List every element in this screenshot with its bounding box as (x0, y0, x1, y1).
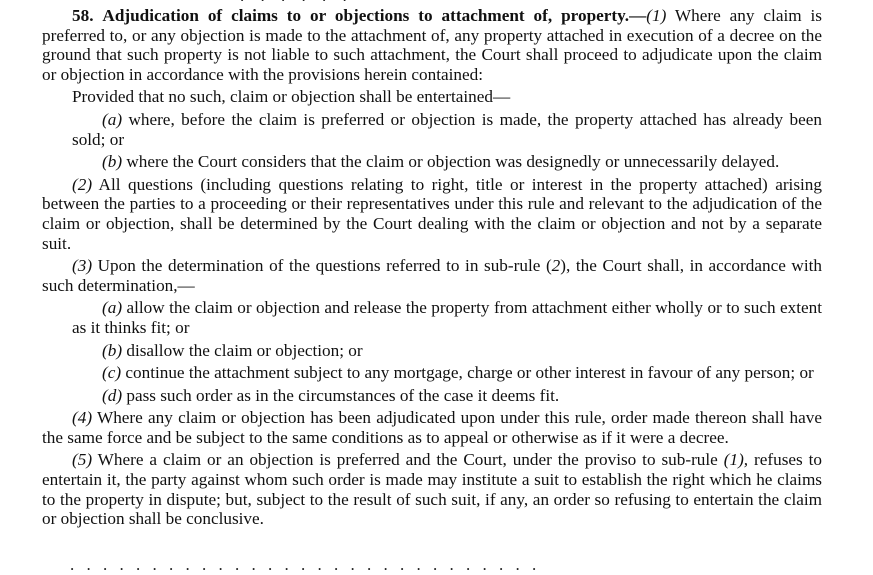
cropped-next-line: . . . . . . . . . . . . . . . . . . . . . . . . . . . . . (70, 555, 541, 574)
subrule-3-label: (3) (72, 256, 93, 276)
section-title: Adjudication of claims to or objections to attachment of, property. (102, 6, 630, 25)
clause-c (42, 363, 822, 383)
subrule-4 (42, 408, 822, 447)
subrule-5 (42, 450, 822, 528)
subrule-3-text-a: Upon the determination of the questions referred to in sub-rule ( (92, 256, 552, 276)
clause-b-label: (b) (102, 340, 123, 360)
subrule-5-text-b: refuses to entertain it, the party against whom such order is made may institute a suit to establish the right which he claims to the property in dispute; but, subject to the result of such suit, if any, an order so refusing to entertain the claim or objection shall be conclusive. (42, 450, 823, 529)
cropped-previous-line (0, 0, 873, 4)
clause-a-text: allow the claim or objection and release the property from attachment either wholly or to such extent as it thinks fit; or (72, 298, 822, 337)
clause-d-label: (d) (102, 385, 123, 405)
proviso-b-label: (b) (102, 152, 123, 172)
proviso-clause-a (42, 110, 822, 149)
subrule-5-text-a: Where a claim or an objection is preferred and the Court, under the proviso to sub-rule (92, 450, 724, 470)
subrule-4-text: Where any claim or objection has been adjudicated upon under this rule, order made thereon shall have the same force and be subject to the same conditions as to appeal or otherwise as if it were a decree. (42, 408, 822, 447)
clause-b (42, 341, 822, 361)
proviso-a-text: where, before the claim is preferred or objection is made, the property attached has already been sold; or (72, 109, 822, 149)
rule-58-subrule-1 (42, 6, 822, 84)
section-number: 58. (72, 6, 94, 25)
clause-a (42, 298, 822, 337)
subrule-4-label: (4) (72, 408, 93, 428)
subrule-2-label: (2) (72, 174, 93, 194)
subrule-1-text: Where any claim is preferred to, or any objection is made to the attachment of, any property attached in execution of a decree on the ground that such property is not liable to such attachment, the Court shall proceed to adjudicate upon the claim or objection in accordance with the provisions herein contained: (42, 6, 822, 84)
subrule-2-text: All questions (including questions relating to right, title or interest in the property attached) arising between the parties to a proceeding or their representatives under this rule and relevant to the adjudication of the claim or objection, shall be determined by the Court dealing with the claim or objection and not by a separate suit. (42, 174, 822, 253)
clause-a-label: (a) (102, 298, 123, 318)
proviso-b-text: where the Court considers that the claim or objection was designedly or unnecessarily delayed. (122, 152, 780, 172)
clause-d-text: pass such order as in the circumstances of the case it deems fit. (122, 385, 560, 405)
subrule-3-text-b: ), the Court shall, in accordance with such determination,— (42, 256, 822, 295)
clause-c-label: (c) (102, 363, 122, 383)
clause-d (42, 386, 822, 406)
subrule-5-ref: (1), (723, 450, 749, 470)
clause-b-text: disallow the claim or objection; or (122, 340, 363, 360)
subrule-3 (42, 256, 822, 295)
proviso-clause-b (42, 152, 822, 172)
subrule-3-ref: 2 (551, 256, 561, 276)
section-dash: — (629, 6, 647, 25)
subrule-5-label: (5) (72, 450, 93, 470)
proviso: Provided that no such, claim or objection shall be entertained— (72, 87, 511, 107)
document-body (42, 6, 822, 532)
proviso-a-label: (a) (102, 109, 123, 129)
subrule-1-label: (1) (646, 6, 667, 25)
subrule-2 (42, 175, 822, 253)
clause-c-text: continue the attachment subject to any mortgage, charge or other interest in favour of any person; or (121, 363, 814, 383)
